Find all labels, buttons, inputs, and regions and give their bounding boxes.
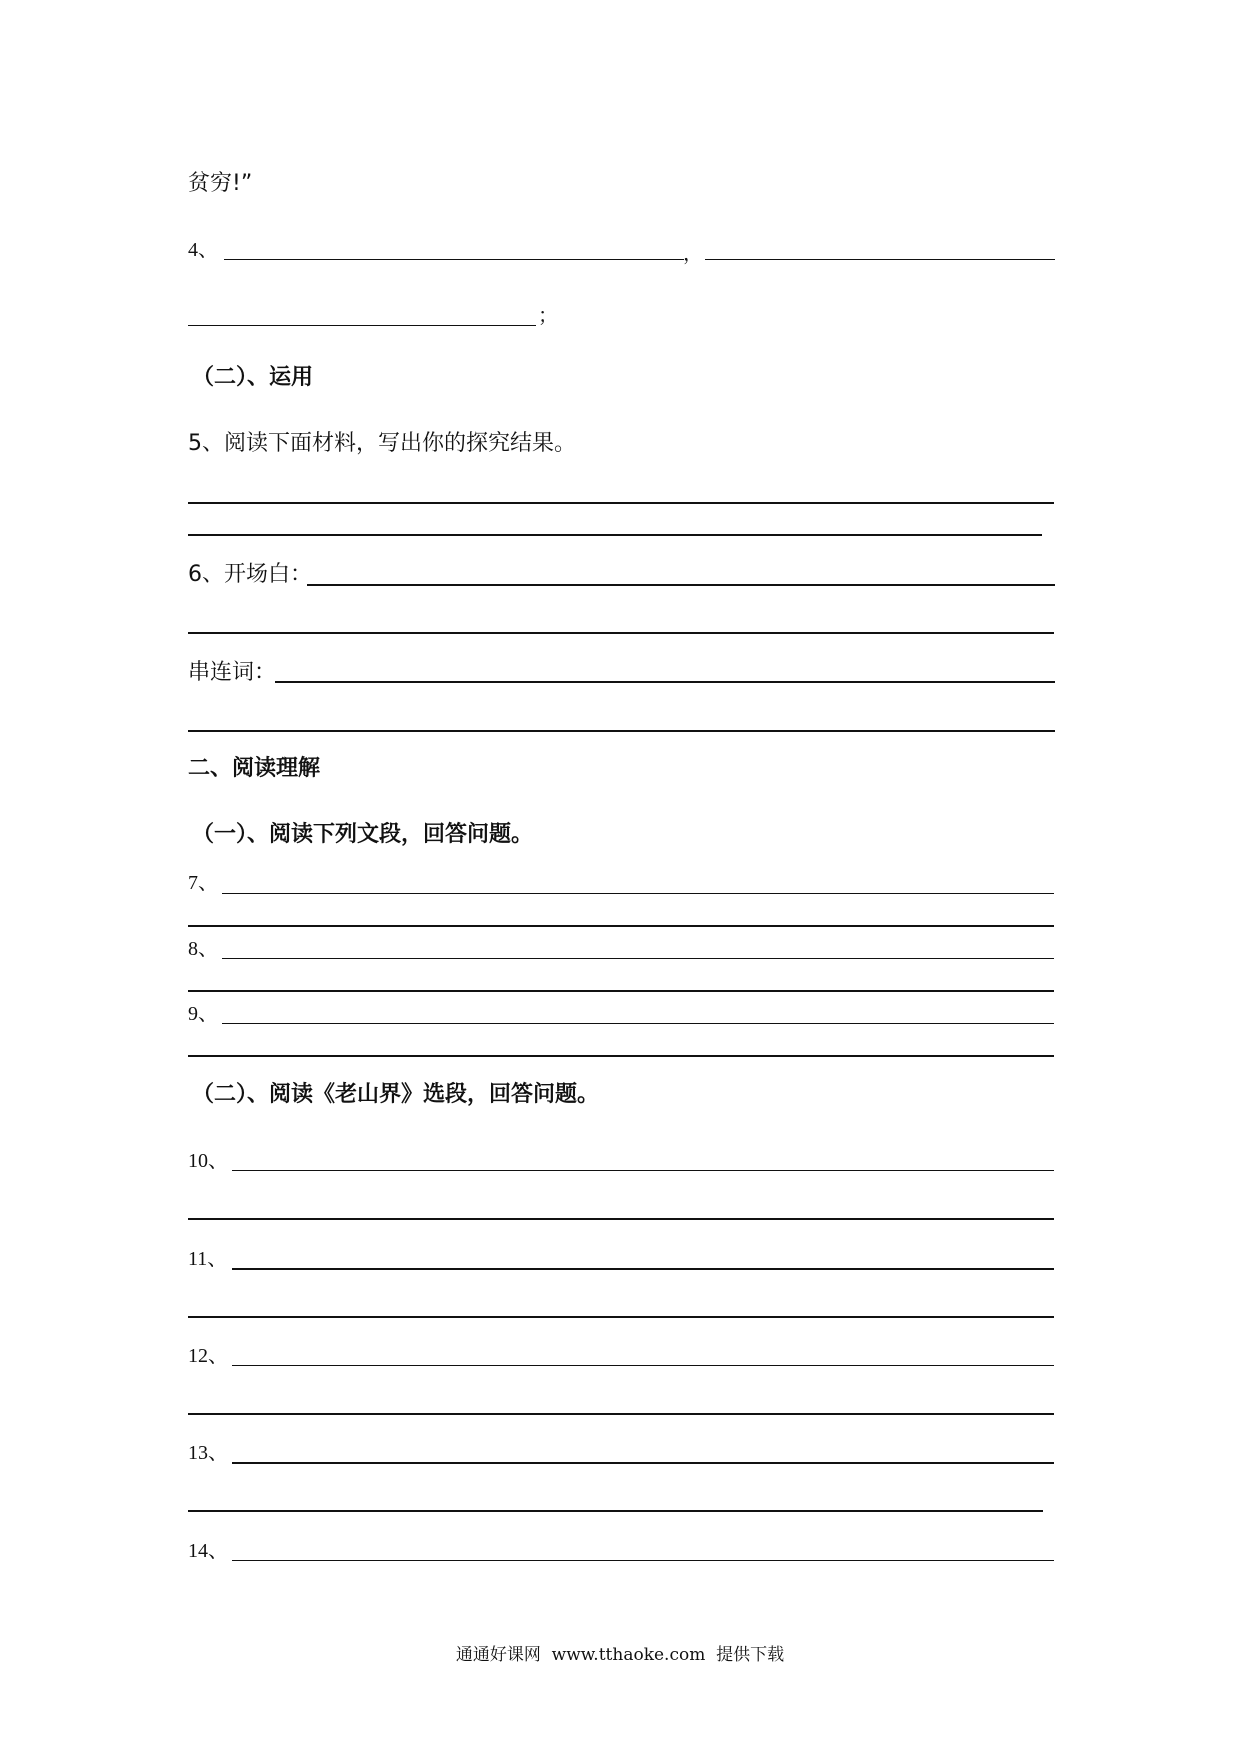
section-heading-passage-1: （一）、阅读下列文段，回答问题。 <box>192 822 534 847</box>
answer-line[interactable] <box>222 1023 1054 1024</box>
q8-number: 8、 <box>188 938 218 960</box>
q7-number: 7、 <box>188 872 218 894</box>
answer-line[interactable] <box>222 958 1054 959</box>
q10-number: 10、 <box>188 1150 228 1172</box>
answer-line[interactable] <box>275 681 1055 683</box>
answer-line[interactable] <box>188 502 1054 504</box>
answer-line[interactable] <box>232 1560 1054 1561</box>
answer-line[interactable] <box>232 1268 1054 1270</box>
answer-line[interactable] <box>232 1462 1054 1464</box>
answer-line[interactable] <box>188 925 1054 927</box>
q11-number: 11、 <box>188 1248 228 1270</box>
answer-line[interactable] <box>307 584 1055 586</box>
answer-line[interactable] <box>222 893 1054 894</box>
answer-line[interactable] <box>224 259 684 260</box>
q4-semicolon: ； <box>538 305 558 327</box>
q6-link-label: 串连词： <box>188 660 277 685</box>
q13-number: 13、 <box>188 1442 228 1464</box>
section-heading-passage-2: （二）、阅读《老山界》选段，回答问题。 <box>192 1082 600 1107</box>
q14-number: 14、 <box>188 1540 228 1562</box>
answer-line[interactable] <box>188 1316 1054 1318</box>
answer-line[interactable] <box>188 534 1042 536</box>
answer-line[interactable] <box>188 990 1054 992</box>
q4-comma: ， <box>683 243 703 265</box>
answer-line[interactable] <box>188 1055 1054 1057</box>
part-heading-reading: 二、阅读理解 <box>188 756 321 781</box>
q5-prompt: 5、阅读下面材料，写出你的探究结果。 <box>188 431 576 456</box>
q12-number: 12、 <box>188 1345 228 1367</box>
q6-label: 6、开场白： <box>188 562 312 587</box>
answer-line[interactable] <box>705 259 1055 260</box>
answer-line[interactable] <box>232 1365 1054 1366</box>
section-heading-apply: （二）、运用 <box>192 365 314 390</box>
answer-line[interactable] <box>188 1413 1054 1415</box>
answer-line[interactable] <box>232 1170 1054 1171</box>
answer-line[interactable] <box>188 730 1055 732</box>
answer-line[interactable] <box>188 325 536 326</box>
page-footer: 通通好课网 www.tthaoke.com 提供下载 <box>455 1645 785 1665</box>
answer-line[interactable] <box>188 632 1054 634</box>
answer-line[interactable] <box>188 1510 1043 1512</box>
answer-line[interactable] <box>188 1218 1054 1220</box>
q3-text-end: 贫穷!” <box>188 171 253 196</box>
q4-number: 4、 <box>188 239 218 261</box>
q9-number: 9、 <box>188 1003 218 1025</box>
